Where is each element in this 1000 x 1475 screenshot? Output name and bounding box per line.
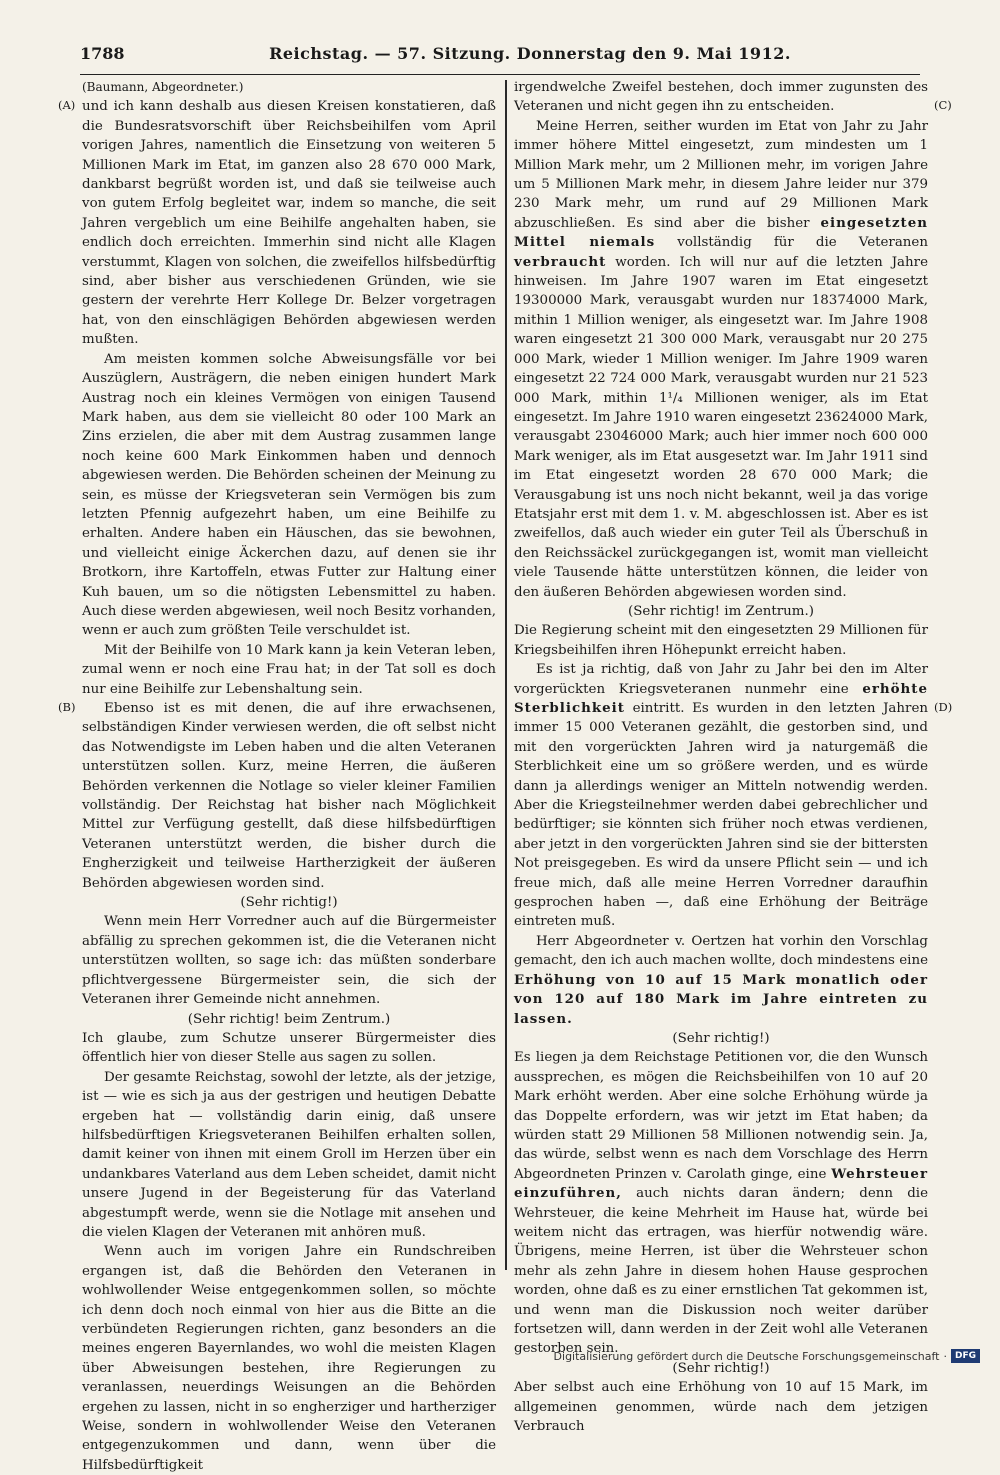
interjection: (Sehr richtig!) [672,1030,770,1046]
left-column [82,78,496,1473]
separator-dot: · [943,1349,947,1363]
margin-marker-b: (B) [58,700,76,714]
text-run: eintritt. Es wurden in den letzten Jahren immer 15 000 Veteranen gezählt, die gestorben sind, und mit den vorgerückten Jahren wird ja naturgemäß die Sterblichkeit eine um so größere werden, und es würde dann ja allerdings weniger an Mitteln notwendig werden. Aber die Kriegsteilnehmer werden dabei gebrechlicher und bedürftiger; sie könnten sich früher noch etwas verdienen, aber jetzt in den vorgerückten Jahren sind sie der bittersten Not preisgegeben. Es wird da unsere Pflicht sein — und ich freue mich, daß alle meine Herren Vorredner daraufhin gesprochen haben —, daß eine Erhöhung der Beiträge eintreten muß. [514,701,928,930]
digitization-footer [554,1349,980,1363]
interjection: (Sehr richtig! beim Zentrum.) [187,1011,391,1027]
paragraph [514,117,928,602]
paragraph: und ich kann deshalb aus diesen Kreisen konstatieren, daß die Bundesratsvorschift über Reichsbeihilfen vom April vorigen Jahres, namentlich die Einsetzung von weiteren 5 Millionen Mark im Etat, im ganzen also 28 670 000 Mark, dankbarst begrüßt worden ist, und daß sie teilweise auch von gutem Erfolg begleitet war, indem so manche, die seit Jahren vergeblich um eine Beihilfe angehalten haben, sie endlich doch erreichten. Immerhin sind nicht alle Klagen verstummt, Klagen von solchen, die zweifellos hilfsbedürftig sind, aber bisher aus verschiedenen Gründen, wie sie gestern der verehrte Herr Kollege Dr. Belzer vorgetragen hat, von den einschlägigen Behörden abgewiesen werden mußten. [82,99,496,348]
emphasis: Erhöhung von 10 auf 15 Mark monatlich oder von 120 auf 180 Mark im Jahre eintreten zu lassen. [514,971,928,1027]
text-run: worden. Ich will nur auf die letzten Jahre hinweisen. Im Jahre 1907 waren im Etat eingesetzt 19300000 Mark, verausgabt wurden nur 18374000 Mark, mithin 1 Million weniger, als eingesetzt war. Im Jahre 1908 waren eingesetzt 21 300 000 Mark, verausgabt nur 20 275 000 Mark, wieder 1 Million weniger. Im Jahre 1909 waren eingesetzt 22 724 000 Mark, verausgabt wurden nur 21 523 000 Mark, mithin 1¹/₄ Millionen weniger, als im Etat eingesetzt. Im Jahre 1910 waren eingesetzt 23624000 Mark, verausgabt 23046000 Mark; auch hier immer noch 600 000 Mark weniger, als im Etat ausgesetzt war. Im Jahr 1911 sind im Etat eingesetzt worden 28 670 000 Mark; die Verausgabung ist uns noch nicht bekannt, weil ja das vorige Etatsjahr erst mit dem 1. v. M. abgeschlossen ist. Aber es ist zweifellos, daß auch wieder ein guter Teil als Überschuß in den Reichssäckel zurückgegangen ist, womit man vielleicht viele Tausende hätte unterstützen können, die leider von den äußeren Behörden abgewiesen worden sind. [514,254,928,600]
paragraph: Die Regierung scheint mit den eingesetzten 29 Millionen für Kriegsbeihilfen ihren Höhepunkt erreicht haben. [514,623,928,658]
paragraph: Wenn mein Herr Vorredner auch auf die Bürgermeister abfällig zu sprechen gekommen ist, die die Veteranen nicht unterstützen wollten, so sage ich: das müßten sonderbare pflichtvergessene Bürgermeister sein, die sich der Veteranen ihrer Gemeinde nicht annehmen. [82,914,496,1008]
emphasis: erhöhte Sterblichkeit [514,680,928,716]
margin-marker-c: (C) [934,98,952,112]
page-number: 1788 [80,44,125,63]
paragraph: Aber selbst auch eine Erhöhung von 10 auf 15 Mark, im allgemeinen genommen, würde nach dem jetzigen Verbrauch [514,1380,928,1435]
column-divider [505,80,507,1270]
text-run: Meine Herren, seither wurden im Etat von Jahr zu Jahr immer höhere Mittel eingesetzt, zum mindesten um 1 Million Mark mehr, um 2 Millionen mehr, im vorigen Jahre um 5 Millionen Mark mehr, in diesem Jahre leider nur 379 230 Mark mehr, um rund auf 29 Millionen Mark abzuschließen. Es sind aber die bisher [514,118,928,231]
dfg-logo: DFG [951,1349,980,1363]
paragraph: Mit der Beihilfe von 10 Mark kann ja kein Veteran leben, zumal wenn er noch eine Frau hat; in der Tat soll es doch nur eine Beihilfe zur Lebenshaltung sein. [82,642,496,697]
speaker-label: (Baumann, Abgeordneter.) [82,80,244,94]
paragraph: irgendwelche Zweifel bestehen, doch immer zugunsten des Veteranen und nicht gegen ihn zu entscheiden. [514,80,928,115]
text-run: auch nichts daran ändern; denn die Wehrsteuer, die keine Mehrheit im Hause hat, würde bei weitem nicht das ertragen, was hierfür notwendig wäre. Übrigens, meine Herren, ist über die Wehrsteuer schon mehr als zehn Jahre in diesem hohen Hause gesprochen worden, ohne daß es zu einer ernstlichen Tat gekommen ist, und wenn man die Diskussion noch weiter darüber fortsetzen will, dann werden in der Zeit wohl alle Veteranen gestorben sein. [514,1186,928,1357]
paragraph [514,660,928,932]
paragraph [514,1048,928,1359]
paragraph: Am meisten kommen solche Abweisungsfälle vor bei Auszüglern, Austrägern, die neben einigen hundert Mark Austrag noch ein kleines Vermögen von einigen Tausend Mark haben, aus dem sie vielleicht 80 oder 100 Mark an Zins erzielen, die aber mit dem Austrag zusammen lange noch keine 600 Mark Einkommen haben und dennoch abgewiesen werden. Die Behörden scheinen der Meinung zu sein, es müsse der Kriegsveteran sein Vermögen bis zum letzten Pfennig aufgezehrt haben, um eine Beihilfe zu erhalten. Andere haben ein Häuschen, das sie bewohnen, und vielleicht einige Äckerchen dazu, auf denen sie ihr Brotkorn, ihre Kartoffeln, etwas Futter zur Haltung einer Kuh bauen, um so die nötigsten Lebensmittel zu haben. Auch diese werden abgewiesen, weil noch Besitz vorhanden, wenn er auch zum größten Teile verschuldet ist. [82,351,496,639]
paragraph: Ich glaube, zum Schutze unserer Bürgermeister dies öffentlich hier von dieser Stelle aus sagen zu sollen. [82,1030,496,1066]
emphasis: eingesetzten Mittel niemals [514,214,928,251]
margin-marker-a: (A) [58,98,76,112]
interjection: (Sehr richtig!) [240,895,338,911]
interjection: (Sehr richtig! im Zentrum.) [628,603,814,619]
paragraph: Wenn auch im vorigen Jahre ein Rundschreiben ergangen ist, daß die Behörden den Veteranen in wohlwollender Weise entgegenkommen sollen, so möchte ich denn doch noch einmal von hier aus die Bitte an die verbündeten Regierungen richten, ganz besonders an die meines engeren Bayernlandes, wo wohl die meisten Klagen über Abweisungen bestehen, ihre Regierungen zu veranlassen, neuerdings Weisungen an die Behörden ergehen zu lassen, nicht in so engherziger und hartherziger Weise, sondern in wohlwollender Weise den Veteranen entgegenzukommen und dann, wenn über die Hilfsbedürftigkeit [82,1244,496,1473]
paragraph: Ebenso ist es mit denen, die auf ihre erwachsenen, selbständigen Kinder verwiesen werden, die oft selbst nicht das Notwendigste im Leben haben und die alten Veteranen unterstützen sollen. Kurz, meine Herren, die äußeren Behörden verkennen die Notlage so vieler kleiner Familien vollständig. Der Reichstag hat bisher nach Möglichkeit Mittel zur Verfügung gestellt, daß diese hilfsbedürftigen Veteranen unterstützt werden, die bisher durch die Engherzigkeit und teilweise Hartherzigkeit der äußeren Behörden abgewiesen worden sind. [82,701,496,891]
footer-text: Digitalisierung gefördert durch die Deutsche Forschungsgemeinschaft [553,1349,940,1363]
text-run: Herr Abgeordneter v. Oertzen hat vorhin den Vorschlag gemacht, den ich auch machen wollte, doch mindestens eine [514,933,928,969]
text-run: Es ist ja richtig, daß von Jahr zu Jahr bei den im Alter vorgerückten Kriegsveteranen nunmehr eine [514,662,928,697]
emphasis: Wehrsteuer einzuführen, [514,1165,928,1202]
interjection: (Sehr richtig!) [672,1360,770,1376]
paragraph: Der gesamte Reichstag, sowohl der letzte, als der jetzige, ist — wie es sich ja aus der gestrigen und heutigen Debatte ergeben hat — vollständig darin einig, daß unsere hilfsbedürftigen Kriegsveteranen Beihilfen erhalten sollen, damit keiner von ihnen mit einem Groll im Herzen über ein undankbares Vaterland aus dem Leben scheidet, damit nicht unsere Jugend in der Begeisterung für das Vaterland abgestumpft werde, wenn sie die Notlage mit ansehen und die vielen Klagen der Veteranen mit anhören muß. [82,1069,496,1240]
paragraph [514,932,928,1029]
text-run: vollständig für die Veteranen [677,235,928,251]
text-run: Es liegen ja dem Reichstage Petitionen vor, die den Wunsch aussprechen, es mögen die Reichsbeihilfen von 10 auf 20 Mark erhöht werden. Aber eine solche Erhöhung würde ja das Doppelte erfordern, was wir jetzt im Etat haben; da würden statt 29 Millionen 58 Millionen notwendig sein. Ja, das würde, selbst wenn es nach dem Vorschlage des Herrn Abgeordneten Prinzen v. Carolath ginge, eine [514,1050,928,1182]
emphasis: verbraucht [514,253,607,270]
page-header [80,44,920,75]
margin-marker-d: (D) [934,700,953,714]
running-title: Reichstag. — 57. Sitzung. Donnerstag den 9. Mai 1912. [269,44,791,63]
